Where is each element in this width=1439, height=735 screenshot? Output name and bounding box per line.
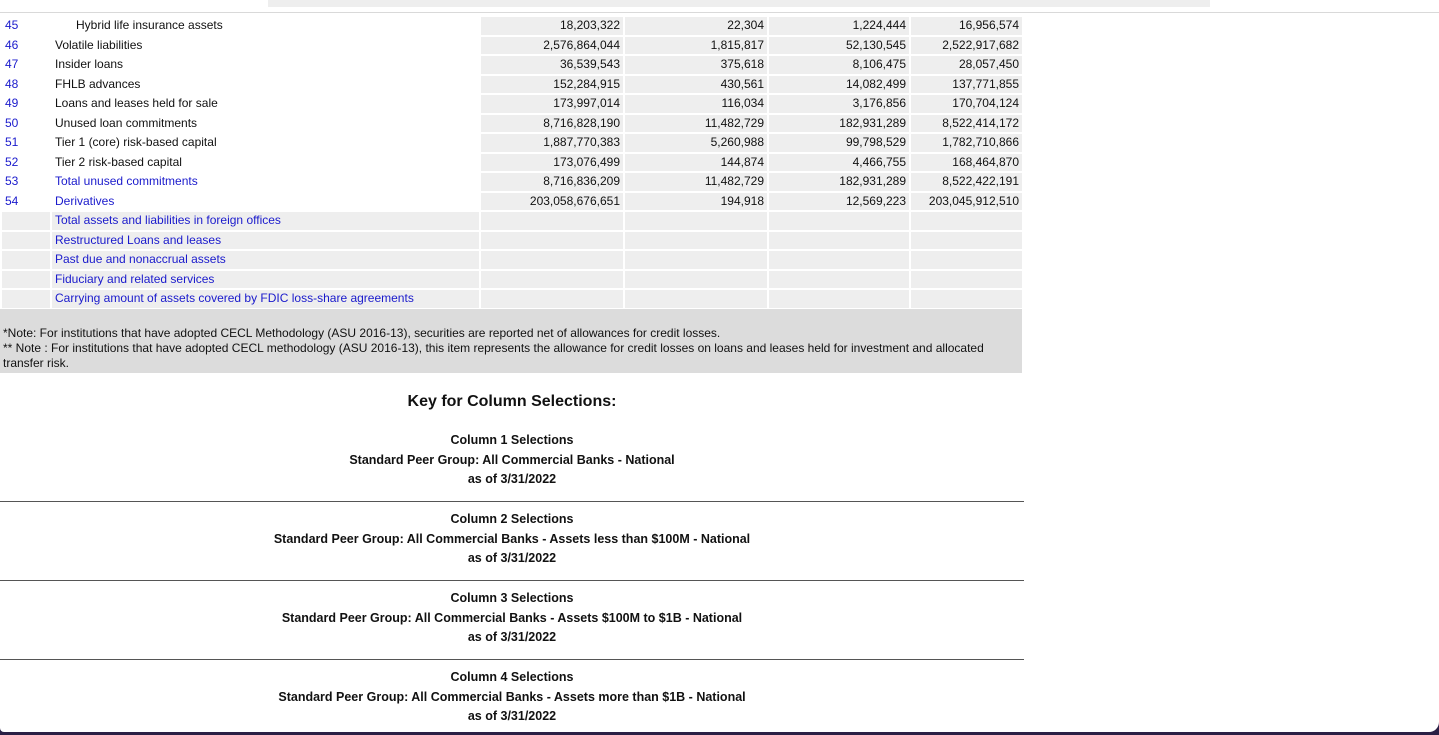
row-number-empty bbox=[2, 212, 50, 230]
cell-column-1 bbox=[481, 251, 623, 269]
cell-column-2: 194,918 bbox=[625, 193, 767, 211]
cell-column-4: 8,522,422,191 bbox=[911, 173, 1022, 191]
fdic-loss-share-link[interactable]: Carrying amount of assets covered by FDIC loss-share agreements bbox=[52, 290, 479, 308]
row-number-empty bbox=[2, 232, 50, 250]
column-4-selection bbox=[0, 668, 1024, 727]
cell-column-2 bbox=[625, 290, 767, 308]
top-header-strip bbox=[0, 0, 1439, 13]
foreign-offices-link[interactable]: Total assets and liabilities in foreign offices bbox=[52, 212, 479, 230]
table-row bbox=[2, 193, 1022, 211]
cell-column-4 bbox=[911, 290, 1022, 308]
selection-group: Standard Peer Group: All Commercial Banks - National bbox=[349, 452, 675, 467]
table-row bbox=[2, 37, 1022, 55]
cell-column-4 bbox=[911, 251, 1022, 269]
cell-column-2: 430,561 bbox=[625, 76, 767, 94]
row-label-link[interactable]: Derivatives bbox=[52, 193, 479, 211]
selection-group: Standard Peer Group: All Commercial Banks - Assets less than $100M - National bbox=[273, 531, 751, 546]
cell-column-3 bbox=[769, 232, 909, 250]
cell-column-3: 99,798,529 bbox=[769, 134, 909, 152]
cell-column-4 bbox=[911, 232, 1022, 250]
cell-column-2: 22,304 bbox=[625, 17, 767, 35]
cell-column-1: 203,058,676,651 bbox=[481, 193, 623, 211]
section-link-row bbox=[2, 232, 1022, 250]
column-2-selection bbox=[0, 510, 1024, 569]
section-link-row bbox=[2, 251, 1022, 269]
cell-column-2 bbox=[625, 212, 767, 230]
row-label: Volatile liabilities bbox=[52, 37, 479, 55]
row-label: Hybrid life insurance assets bbox=[52, 17, 479, 35]
row-label: Tier 2 risk-based capital bbox=[52, 154, 479, 172]
table-row bbox=[2, 95, 1022, 113]
cell-column-2: 5,260,988 bbox=[625, 134, 767, 152]
cell-column-4: 168,464,870 bbox=[911, 154, 1022, 172]
cell-column-1: 2,576,864,044 bbox=[481, 37, 623, 55]
cell-column-3: 1,224,444 bbox=[769, 17, 909, 35]
selection-date: as of 3/31/2022 bbox=[467, 709, 557, 723]
cell-column-2 bbox=[625, 232, 767, 250]
cell-column-2: 1,815,817 bbox=[625, 37, 767, 55]
table-row bbox=[2, 56, 1022, 74]
row-number-empty bbox=[2, 271, 50, 289]
cell-column-1: 18,203,322 bbox=[481, 17, 623, 35]
cell-column-2: 11,482,729 bbox=[625, 115, 767, 133]
row-number[interactable]: 49 bbox=[2, 95, 50, 113]
cell-column-1: 8,716,836,209 bbox=[481, 173, 623, 191]
cell-column-3: 3,176,856 bbox=[769, 95, 909, 113]
cell-column-2 bbox=[625, 251, 767, 269]
selection-date: as of 3/31/2022 bbox=[467, 472, 557, 486]
selection-divider bbox=[0, 580, 1024, 581]
selection-heading: Column 1 Selections bbox=[450, 433, 574, 447]
row-number[interactable]: 46 bbox=[2, 37, 50, 55]
note-allowance: ** Note : For institutions that have adopted CECL methodology (ASU 2016-13), this item represents the allowance for credit losses on loans and leases held for investment and allocated transfer risk. bbox=[3, 341, 984, 370]
cell-column-1 bbox=[481, 290, 623, 308]
cell-column-1: 8,716,828,190 bbox=[481, 115, 623, 133]
key-title: Key for Column Selections: bbox=[407, 393, 617, 410]
cecl-notes bbox=[0, 309, 1022, 373]
selection-group: Standard Peer Group: All Commercial Banks - Assets more than $1B - National bbox=[278, 689, 746, 704]
cell-column-3 bbox=[769, 290, 909, 308]
table-row bbox=[2, 173, 1022, 191]
cell-column-2: 144,874 bbox=[625, 154, 767, 172]
selection-date: as of 3/31/2022 bbox=[467, 551, 557, 565]
cell-column-1: 152,284,915 bbox=[481, 76, 623, 94]
row-label: Tier 1 (core) risk-based capital bbox=[52, 134, 479, 152]
cell-column-4 bbox=[911, 212, 1022, 230]
cell-column-1: 173,076,499 bbox=[481, 154, 623, 172]
row-number-empty bbox=[2, 290, 50, 308]
cell-column-4: 2,522,917,682 bbox=[911, 37, 1022, 55]
row-number[interactable]: 54 bbox=[2, 193, 50, 211]
cell-column-3: 52,130,545 bbox=[769, 37, 909, 55]
cell-column-2: 375,618 bbox=[625, 56, 767, 74]
selection-heading: Column 3 Selections bbox=[450, 591, 574, 605]
past-due-link[interactable]: Past due and nonaccrual assets bbox=[52, 251, 479, 269]
cell-column-1: 1,887,770,383 bbox=[481, 134, 623, 152]
selection-divider bbox=[0, 659, 1024, 660]
row-number[interactable]: 51 bbox=[2, 134, 50, 152]
row-label: Insider loans bbox=[52, 56, 479, 74]
selection-date: as of 3/31/2022 bbox=[467, 630, 557, 644]
cell-column-3: 12,569,223 bbox=[769, 193, 909, 211]
restructured-loans-link[interactable]: Restructured Loans and leases bbox=[52, 232, 479, 250]
cell-column-2: 11,482,729 bbox=[625, 173, 767, 191]
selection-divider bbox=[0, 501, 1024, 502]
cell-column-4: 8,522,414,172 bbox=[911, 115, 1022, 133]
row-label-link[interactable]: Total unused commitments bbox=[52, 173, 479, 191]
cell-column-3: 8,106,475 bbox=[769, 56, 909, 74]
cell-column-3: 182,931,289 bbox=[769, 173, 909, 191]
row-number-empty bbox=[2, 251, 50, 269]
cell-column-1: 173,997,014 bbox=[481, 95, 623, 113]
row-label: Loans and leases held for sale bbox=[52, 95, 479, 113]
row-number[interactable]: 53 bbox=[2, 173, 50, 191]
cell-column-4: 137,771,855 bbox=[911, 76, 1022, 94]
row-label: Unused loan commitments bbox=[52, 115, 479, 133]
section-link-row bbox=[2, 271, 1022, 289]
cell-column-1: 36,539,543 bbox=[481, 56, 623, 74]
cell-column-4: 203,045,912,510 bbox=[911, 193, 1022, 211]
row-label: FHLB advances bbox=[52, 76, 479, 94]
row-number[interactable]: 52 bbox=[2, 154, 50, 172]
selection-group: Standard Peer Group: All Commercial Banks - Assets $100M to $1B - National bbox=[281, 610, 743, 625]
section-link-row bbox=[2, 290, 1022, 308]
note-securities: *Note: For institutions that have adopted CECL Methodology (ASU 2016-13), securities are reported net of allowances for credit losses. bbox=[3, 326, 721, 340]
cell-column-4: 28,057,450 bbox=[911, 56, 1022, 74]
cell-column-4 bbox=[911, 271, 1022, 289]
cell-column-3: 182,931,289 bbox=[769, 115, 909, 133]
cell-column-4: 16,956,574 bbox=[911, 17, 1022, 35]
table-row bbox=[2, 134, 1022, 152]
table-row bbox=[2, 76, 1022, 94]
peer-report-table bbox=[0, 15, 1024, 310]
cell-column-2: 116,034 bbox=[625, 95, 767, 113]
cell-column-4: 1,782,710,866 bbox=[911, 134, 1022, 152]
cell-column-2 bbox=[625, 271, 767, 289]
column-1-selection bbox=[0, 431, 1024, 490]
row-number[interactable]: 45 bbox=[2, 17, 50, 35]
cell-column-3: 4,466,755 bbox=[769, 154, 909, 172]
cell-column-3 bbox=[769, 212, 909, 230]
selection-heading: Column 4 Selections bbox=[450, 670, 574, 684]
column-header-remnant bbox=[268, 0, 1210, 7]
cell-column-3 bbox=[769, 251, 909, 269]
row-number[interactable]: 47 bbox=[2, 56, 50, 74]
selection-heading: Column 2 Selections bbox=[450, 512, 574, 526]
fiduciary-link[interactable]: Fiduciary and related services bbox=[52, 271, 479, 289]
table-row bbox=[2, 17, 1022, 35]
cell-column-1 bbox=[481, 212, 623, 230]
row-number[interactable]: 48 bbox=[2, 76, 50, 94]
row-number[interactable]: 50 bbox=[2, 115, 50, 133]
cell-column-4: 170,704,124 bbox=[911, 95, 1022, 113]
section-link-row bbox=[2, 212, 1022, 230]
cell-column-1 bbox=[481, 232, 623, 250]
cell-column-1 bbox=[481, 271, 623, 289]
cell-column-3: 14,082,499 bbox=[769, 76, 909, 94]
column-3-selection bbox=[0, 589, 1024, 648]
cell-column-3 bbox=[769, 271, 909, 289]
table-row bbox=[2, 154, 1022, 172]
table-row bbox=[2, 115, 1022, 133]
